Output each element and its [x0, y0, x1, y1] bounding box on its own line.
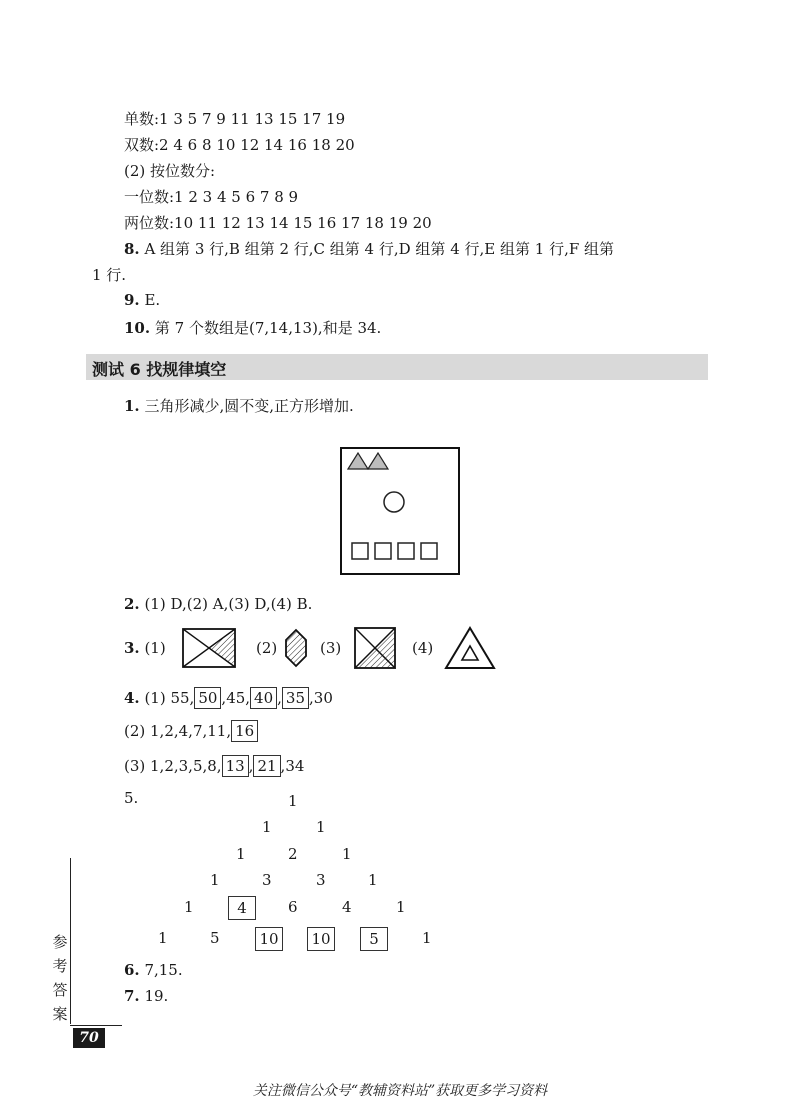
- answer-box: 50: [194, 687, 221, 709]
- s2-number: 2.: [124, 595, 140, 613]
- sidebar-char: 答: [52, 981, 68, 999]
- s6-number: 6.: [124, 961, 140, 979]
- sidebar-label: [52, 930, 68, 1026]
- pascal-answer-box: 4: [228, 896, 256, 920]
- section-title: 测试 6 找规律填空: [92, 360, 227, 379]
- s4-p2-label: (2) 1,2,4,7,11,: [124, 722, 232, 740]
- pascal-answer-box: 5: [360, 927, 388, 951]
- s6-text: 7,15.: [144, 961, 183, 979]
- answer-3-2-figure: [283, 628, 309, 668]
- triangle-icon: [348, 453, 368, 469]
- pascal-cell: 3: [316, 871, 326, 889]
- s4-p1-text: ,45,: [221, 689, 251, 707]
- sidebar-char: 考: [52, 957, 68, 975]
- s2-text: (1) D,(2) A,(3) D,(4) B.: [144, 595, 313, 613]
- pascal-cell: 1: [342, 845, 352, 863]
- s7-text: 19.: [144, 987, 169, 1005]
- answer-box: 16: [231, 720, 258, 742]
- s3-label-3: (3): [320, 639, 342, 657]
- s4-p1-label: (1) 55,: [144, 689, 195, 707]
- answer-box: 21: [253, 755, 280, 777]
- page-number: 70: [73, 1028, 105, 1048]
- s3-label-1: (1): [144, 639, 166, 657]
- s4-p3-label: (3) 1,2,3,5,8,: [124, 757, 222, 775]
- pascal-cell: 1: [396, 898, 406, 916]
- question-10-number: 10.: [124, 319, 151, 337]
- s3-label-2: (2): [256, 639, 278, 657]
- pascal-cell: 1: [158, 929, 168, 947]
- pascal-cell: 1: [262, 818, 272, 836]
- footer-note: 关注微信公众号“教辅资料站”获取更多学习资料: [252, 1083, 548, 1099]
- odd-numbers-line: 单数:1 3 5 7 9 11 13 15 17 19: [124, 110, 346, 128]
- pascal-answer-box: 10: [307, 927, 335, 951]
- s4-part-3: [124, 755, 304, 777]
- by-digits-heading: (2) 按位数分:: [124, 162, 216, 180]
- even-numbers-line: 双数:2 4 6 8 10 12 14 16 18 20: [124, 136, 355, 154]
- pascal-cell: 1: [288, 792, 298, 810]
- answer-3-1-figure: [182, 628, 236, 668]
- pascal-cell: 1: [368, 871, 378, 889]
- pascal-cell: 5: [210, 929, 220, 947]
- s4-part-1: [124, 687, 333, 709]
- s7-number: 7.: [124, 987, 140, 1005]
- s4-p3-text: ,: [248, 757, 254, 775]
- pascal-cell: 1: [422, 929, 432, 947]
- pascal-cell: 2: [288, 845, 298, 863]
- question-10: [124, 317, 381, 338]
- shapes-figure: [340, 447, 460, 575]
- s4-p1-text: ,30: [309, 689, 333, 707]
- s2-item: [124, 595, 312, 613]
- s4-part-2: [124, 720, 258, 742]
- s3-item: [124, 639, 166, 657]
- pascal-answer-box: 10: [255, 927, 283, 951]
- question-10-text: 第 7 个数组是(7,14,13),和是 34.: [154, 319, 382, 337]
- answer-3-4-figure: [444, 626, 496, 670]
- sidebar-rule: [70, 858, 71, 1024]
- s6-item: [124, 961, 183, 979]
- question-8-text: A 组第 3 行,B 组第 2 行,C 组第 4 行,D 组第 4 行,E 组第 1 行,F 组第: [144, 240, 615, 258]
- page-rule: [70, 1025, 122, 1026]
- answer-box: 40: [250, 687, 277, 709]
- s4-number: 4.: [124, 689, 140, 707]
- pascal-cell: 1: [184, 898, 194, 916]
- s7-item: [124, 987, 168, 1005]
- question-8: [124, 238, 614, 259]
- pascal-cell: 1: [236, 845, 246, 863]
- question-9: [124, 291, 160, 309]
- s4-p3-text: ,34: [280, 757, 305, 775]
- square-icon: [352, 543, 368, 559]
- pascal-cell: 4: [342, 898, 352, 916]
- s5-number: 5.: [124, 789, 139, 807]
- square-icon: [421, 543, 437, 559]
- s3-label-4: (4): [412, 639, 434, 657]
- pascal-cell: 1: [210, 871, 220, 889]
- answer-box: 13: [222, 755, 249, 777]
- square-icon: [375, 543, 391, 559]
- s3-number: 3.: [124, 639, 140, 657]
- two-digit-line: 两位数:10 11 12 13 14 15 16 17 18 19 20: [124, 214, 432, 232]
- question-8-continued: 1 行.: [92, 266, 127, 284]
- triangle-icon: [368, 453, 388, 469]
- s1-number: 1.: [124, 397, 140, 415]
- pascal-cell: 1: [316, 818, 326, 836]
- answer-3-3-figure: [354, 627, 396, 669]
- question-9-text: E.: [144, 291, 161, 309]
- pascal-cell: 6: [288, 898, 298, 916]
- circle-icon: [384, 492, 404, 512]
- pascal-cell: 3: [262, 871, 272, 889]
- answer-box: 35: [282, 687, 309, 709]
- square-icon: [398, 543, 414, 559]
- question-9-number: 9.: [124, 291, 140, 309]
- s4-p1-text: ,: [277, 689, 282, 707]
- sidebar-char: 案: [52, 1005, 68, 1023]
- one-digit-line: 一位数:1 2 3 4 5 6 7 8 9: [124, 188, 299, 206]
- s1-item: [124, 395, 354, 416]
- question-8-number: 8.: [124, 240, 140, 258]
- sidebar-char: 参: [52, 933, 68, 951]
- s1-text: 三角形减少,圆不变,正方形增加.: [144, 397, 354, 415]
